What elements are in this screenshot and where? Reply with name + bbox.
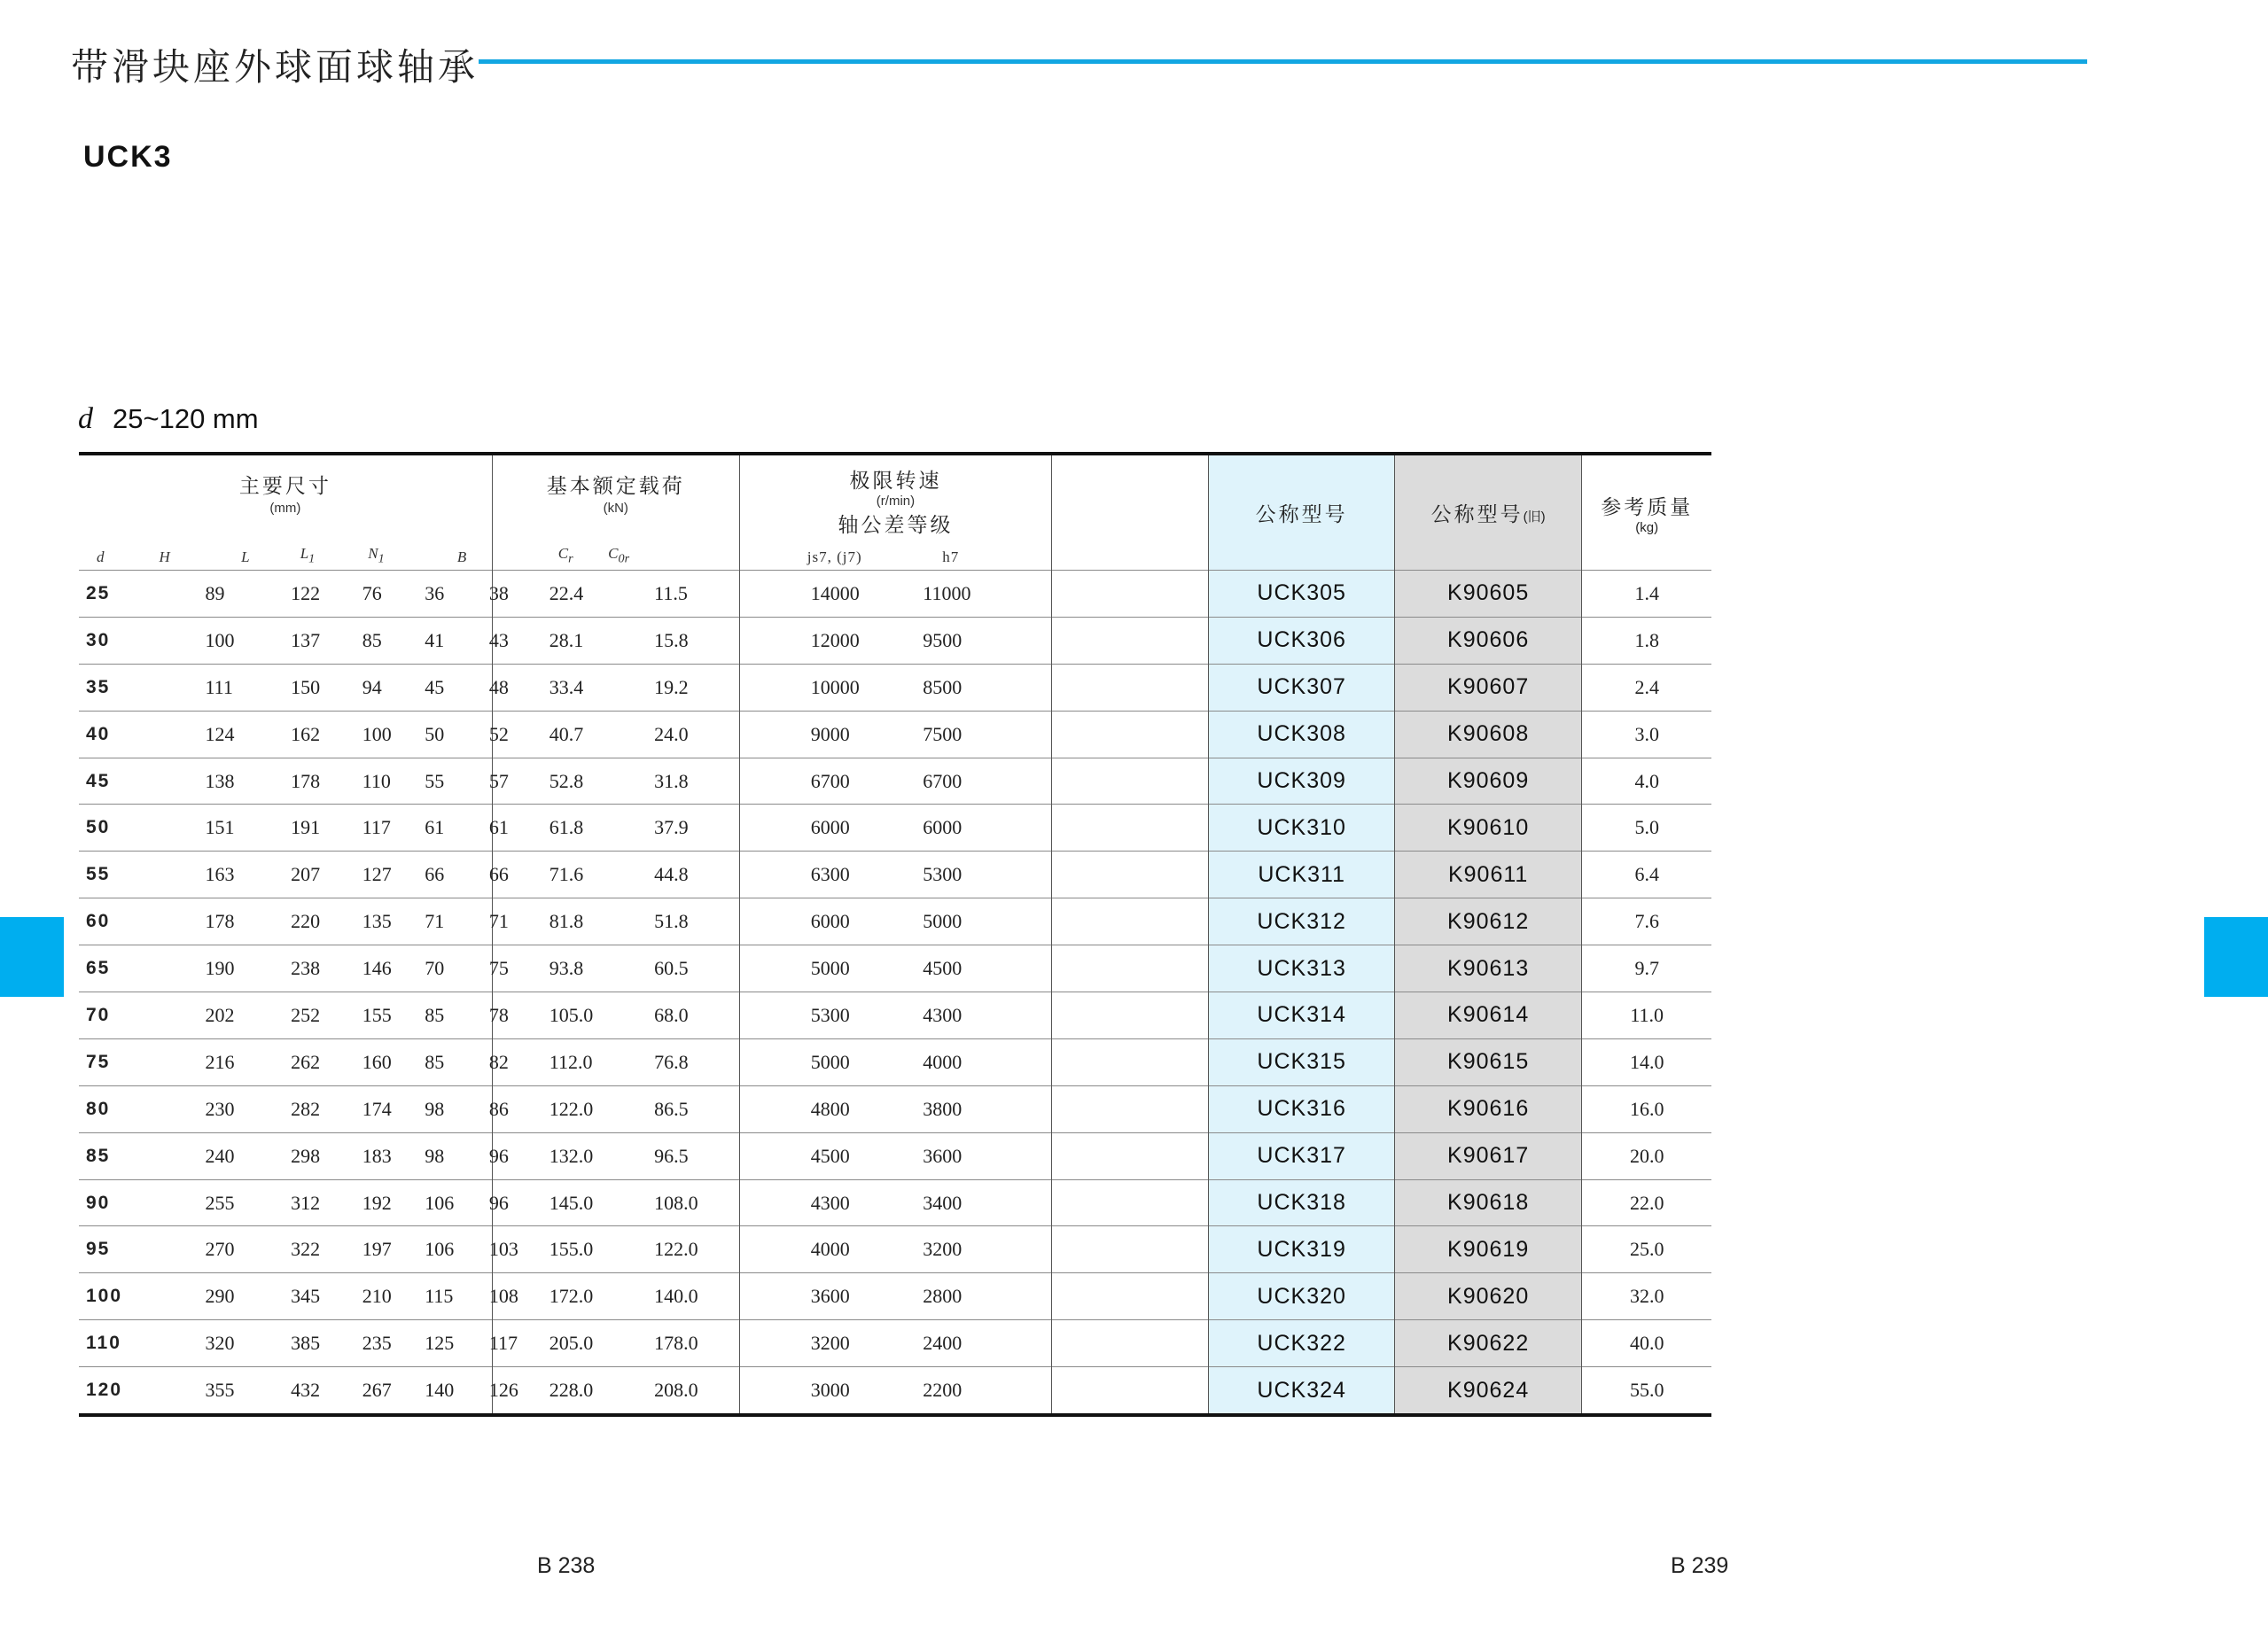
cell-model-code: UCK306 [1209, 617, 1394, 664]
cell-speed-2: 3400 [869, 1179, 1051, 1226]
cell-B: 38 [440, 571, 492, 618]
cell-B: 126 [440, 1367, 492, 1415]
cell-empty [1052, 571, 1209, 618]
cell-B: 96 [440, 1132, 492, 1179]
cell-speed-2: 5000 [869, 898, 1051, 945]
col-B: B [456, 548, 467, 565]
cell-mass: 1.4 [1582, 571, 1711, 618]
cell-speed-2: 6000 [869, 805, 1051, 852]
cell-Cr: 22.4 [492, 571, 603, 618]
cell-old-model-code: K90616 [1394, 1085, 1581, 1132]
cell-N1: 125 [362, 1320, 440, 1367]
cell-empty [1052, 1085, 1209, 1132]
cell-old-model-code: K90613 [1394, 945, 1581, 992]
cell-B: 52 [440, 711, 492, 758]
cell-L: 220 [223, 898, 295, 945]
cell-model-code: UCK319 [1209, 1226, 1394, 1273]
cell-N1: 36 [362, 571, 440, 618]
cell-old-model-code: K90615 [1394, 1038, 1581, 1085]
empty-column-header [1052, 454, 1209, 571]
cell-L: 207 [223, 852, 295, 898]
cell-L1: 183 [295, 1132, 363, 1179]
cell-empty [1052, 1273, 1209, 1320]
cell-L: 262 [223, 1038, 295, 1085]
cell-B: 71 [440, 898, 492, 945]
cell-L: 137 [223, 617, 295, 664]
table-row [79, 571, 1711, 618]
cell-model-code: UCK308 [1209, 711, 1394, 758]
cell-B: 103 [440, 1226, 492, 1273]
cell-speed-1: 12000 [739, 617, 869, 664]
cell-mass: 7.6 [1582, 898, 1711, 945]
cell-N1: 41 [362, 617, 440, 664]
cell-C0r: 11.5 [603, 571, 739, 618]
cell-old-model-code: K90622 [1394, 1320, 1581, 1367]
cell-model-code: UCK320 [1209, 1273, 1394, 1320]
cell-d: 70 [79, 992, 141, 1039]
cell-L1: 267 [295, 1367, 363, 1415]
cell-L1: 235 [295, 1320, 363, 1367]
cell-empty [1052, 711, 1209, 758]
cell-C0r: 15.8 [603, 617, 739, 664]
cell-L1: 197 [295, 1226, 363, 1273]
cell-Cr: 40.7 [492, 711, 603, 758]
cell-old-model-code: K90606 [1394, 617, 1581, 664]
cell-d: 75 [79, 1038, 141, 1085]
cell-model-code: UCK324 [1209, 1367, 1394, 1415]
cell-Cr: 93.8 [492, 945, 603, 992]
cell-N1: 106 [362, 1226, 440, 1273]
cell-B: 75 [440, 945, 492, 992]
cell-B: 61 [440, 805, 492, 852]
cell-L1: 100 [295, 711, 363, 758]
diameter-symbol: d [78, 402, 93, 435]
cell-old-model-code: K90612 [1394, 898, 1581, 945]
cell-L1: 174 [295, 1085, 363, 1132]
cell-C0r: 108.0 [603, 1179, 739, 1226]
cell-Cr: 122.0 [492, 1085, 603, 1132]
cell-old-model-code: K90614 [1394, 992, 1581, 1039]
cell-old-model-code: K90605 [1394, 571, 1581, 618]
cell-Cr: 205.0 [492, 1320, 603, 1367]
cell-C0r: 44.8 [603, 852, 739, 898]
cell-old-model-code: K90624 [1394, 1367, 1581, 1415]
cell-speed-1: 9000 [739, 711, 869, 758]
cell-speed-1: 3600 [739, 1273, 869, 1320]
table-row [79, 711, 1711, 758]
cell-speed-1: 5300 [739, 992, 869, 1039]
cell-B: 66 [440, 852, 492, 898]
cell-H: 355 [141, 1367, 223, 1415]
cell-Cr: 155.0 [492, 1226, 603, 1273]
table-row [79, 898, 1711, 945]
cell-speed-1: 6300 [739, 852, 869, 898]
cell-empty [1052, 1320, 1209, 1367]
table-row [79, 852, 1711, 898]
cell-empty [1052, 1367, 1209, 1415]
cell-empty [1052, 1132, 1209, 1179]
cell-speed-2: 3200 [869, 1226, 1051, 1273]
cell-B: 96 [440, 1179, 492, 1226]
speed-limit-header: 极限转速 (r/min) 轴公差等级 [739, 454, 1051, 538]
cell-N1: 98 [362, 1132, 440, 1179]
cell-model-code: UCK316 [1209, 1085, 1394, 1132]
cell-Cr: 81.8 [492, 898, 603, 945]
cell-L: 191 [223, 805, 295, 852]
cell-speed-2: 9500 [869, 617, 1051, 664]
cell-Cr: 145.0 [492, 1179, 603, 1226]
col-tol-js7: js7, (j7) [739, 538, 869, 571]
cell-Cr: 71.6 [492, 852, 603, 898]
cell-H: 270 [141, 1226, 223, 1273]
table-row [79, 1273, 1711, 1320]
cell-C0r: 140.0 [603, 1273, 739, 1320]
cell-d: 85 [79, 1132, 141, 1179]
table-row [79, 1179, 1711, 1226]
cell-speed-1: 3000 [739, 1367, 869, 1415]
cell-C0r: 37.9 [603, 805, 739, 852]
cell-B: 78 [440, 992, 492, 1039]
cell-d: 100 [79, 1273, 141, 1320]
cell-L1: 117 [295, 805, 363, 852]
cell-old-model-code: K90609 [1394, 758, 1581, 805]
cell-L: 252 [223, 992, 295, 1039]
cell-H: 178 [141, 898, 223, 945]
cell-mass: 22.0 [1582, 1179, 1711, 1226]
cell-C0r: 86.5 [603, 1085, 739, 1132]
cell-mass: 9.7 [1582, 945, 1711, 992]
cell-L: 282 [223, 1085, 295, 1132]
cell-d: 55 [79, 852, 141, 898]
cell-d: 60 [79, 898, 141, 945]
cell-L1: 210 [295, 1273, 363, 1320]
cell-L1: 135 [295, 898, 363, 945]
cell-speed-1: 6700 [739, 758, 869, 805]
cell-L1: 76 [295, 571, 363, 618]
cell-d: 40 [79, 711, 141, 758]
table-row [79, 805, 1711, 852]
cell-speed-1: 4800 [739, 1085, 869, 1132]
col-C0r: $C_{0r}$ [608, 544, 630, 565]
cell-H: 202 [141, 992, 223, 1039]
cell-speed-1: 4300 [739, 1179, 869, 1226]
cell-N1: 98 [362, 1085, 440, 1132]
cell-speed-1: 5000 [739, 1038, 869, 1085]
cell-empty [1052, 945, 1209, 992]
cell-speed-1: 4500 [739, 1132, 869, 1179]
cell-mass: 16.0 [1582, 1085, 1711, 1132]
page-title: 带滑块座外球面球轴承 [71, 46, 479, 88]
cell-speed-2: 11000 [869, 571, 1051, 618]
col-H: H [159, 548, 170, 565]
cell-Cr: 61.8 [492, 805, 603, 852]
cell-L1: 127 [295, 852, 363, 898]
mass-header: 参考质量 (kg) [1582, 454, 1711, 571]
cell-speed-1: 14000 [739, 571, 869, 618]
table-row [79, 1367, 1711, 1415]
table-row [79, 1132, 1711, 1179]
cell-speed-2: 2800 [869, 1273, 1051, 1320]
cell-B: 86 [440, 1085, 492, 1132]
cell-L: 312 [223, 1179, 295, 1226]
cell-model-code: UCK309 [1209, 758, 1394, 805]
cell-L1: 85 [295, 617, 363, 664]
cell-speed-1: 6000 [739, 898, 869, 945]
cell-model-code: UCK305 [1209, 571, 1394, 618]
cell-N1: 66 [362, 852, 440, 898]
cell-B: 117 [440, 1320, 492, 1367]
cell-mass: 3.0 [1582, 711, 1711, 758]
cell-empty [1052, 1226, 1209, 1273]
cell-mass: 32.0 [1582, 1273, 1711, 1320]
model-code-header: 公称型号 [1209, 454, 1394, 571]
col-N1: $N_1$ [368, 544, 385, 565]
cell-C0r: 19.2 [603, 664, 739, 711]
cell-H: 230 [141, 1085, 223, 1132]
cell-L: 150 [223, 664, 295, 711]
cell-H: 240 [141, 1132, 223, 1179]
cell-mass: 1.8 [1582, 617, 1711, 664]
cell-speed-2: 2400 [869, 1320, 1051, 1367]
col-Cr: $C_r$ [492, 538, 603, 571]
load-rating-header: 基本额定载荷 (kN) [492, 454, 739, 538]
cell-C0r: 31.8 [603, 758, 739, 805]
cell-N1: 85 [362, 992, 440, 1039]
cell-speed-1: 6000 [739, 805, 869, 852]
cell-Cr: 52.8 [492, 758, 603, 805]
cell-L1: 192 [295, 1179, 363, 1226]
cell-model-code: UCK318 [1209, 1179, 1394, 1226]
cell-speed-2: 4000 [869, 1038, 1051, 1085]
cell-model-code: UCK307 [1209, 664, 1394, 711]
cell-L: 122 [223, 571, 295, 618]
cell-d: 50 [79, 805, 141, 852]
cell-empty [1052, 1038, 1209, 1085]
table-row [79, 617, 1711, 664]
cell-L1: 146 [295, 945, 363, 992]
cell-d: 30 [79, 617, 141, 664]
cell-C0r: 68.0 [603, 992, 739, 1039]
table-row [79, 664, 1711, 711]
col-L1: $L_1$ [300, 544, 316, 565]
cell-mass: 14.0 [1582, 1038, 1711, 1085]
left-side-tab [0, 917, 64, 997]
cell-mass: 4.0 [1582, 758, 1711, 805]
cell-model-code: UCK322 [1209, 1320, 1394, 1367]
cell-L: 322 [223, 1226, 295, 1273]
cell-speed-1: 5000 [739, 945, 869, 992]
cell-speed-2: 3800 [869, 1085, 1051, 1132]
diameter-range-value: 25~120 mm [113, 403, 259, 434]
left-page-number: B 238 [537, 1553, 596, 1578]
cell-H: 89 [141, 571, 223, 618]
cell-C0r: 76.8 [603, 1038, 739, 1085]
cell-H: 320 [141, 1320, 223, 1367]
cell-empty [1052, 805, 1209, 852]
cell-Cr: 105.0 [492, 992, 603, 1039]
col-L: L [241, 548, 250, 565]
cell-d: 80 [79, 1085, 141, 1132]
cell-mass: 40.0 [1582, 1320, 1711, 1367]
cell-old-model-code: K90611 [1394, 852, 1581, 898]
cell-empty [1052, 758, 1209, 805]
cell-L: 162 [223, 711, 295, 758]
cell-N1: 55 [362, 758, 440, 805]
cell-L: 385 [223, 1320, 295, 1367]
cell-N1: 45 [362, 664, 440, 711]
cell-N1: 106 [362, 1179, 440, 1226]
cell-model-code: UCK312 [1209, 898, 1394, 945]
cell-mass: 5.0 [1582, 805, 1711, 852]
cell-Cr: 228.0 [492, 1367, 603, 1415]
cell-H: 163 [141, 852, 223, 898]
cell-Cr: 132.0 [492, 1132, 603, 1179]
cell-d: 90 [79, 1179, 141, 1226]
cell-mass: 11.0 [1582, 992, 1711, 1039]
cell-speed-2: 8500 [869, 664, 1051, 711]
table-row [79, 945, 1711, 992]
cell-speed-2: 3600 [869, 1132, 1051, 1179]
cell-empty [1052, 992, 1209, 1039]
cell-Cr: 172.0 [492, 1273, 603, 1320]
cell-d: 110 [79, 1320, 141, 1367]
cell-C0r: 208.0 [603, 1367, 739, 1415]
cell-N1: 85 [362, 1038, 440, 1085]
cell-d: 35 [79, 664, 141, 711]
cell-B: 57 [440, 758, 492, 805]
cell-model-code: UCK311 [1209, 852, 1394, 898]
cell-N1: 140 [362, 1367, 440, 1415]
table-row [79, 1038, 1711, 1085]
cell-d: 120 [79, 1367, 141, 1415]
cell-H: 216 [141, 1038, 223, 1085]
cell-H: 138 [141, 758, 223, 805]
cell-H: 124 [141, 711, 223, 758]
cell-old-model-code: K90620 [1394, 1273, 1581, 1320]
cell-L: 345 [223, 1273, 295, 1320]
cell-speed-2: 7500 [869, 711, 1051, 758]
cell-old-model-code: K90607 [1394, 664, 1581, 711]
cell-old-model-code: K90610 [1394, 805, 1581, 852]
col-tol-h7: h7 [942, 548, 960, 565]
cell-mass: 6.4 [1582, 852, 1711, 898]
cell-model-code: UCK315 [1209, 1038, 1394, 1085]
cell-L: 178 [223, 758, 295, 805]
table-row [79, 992, 1711, 1039]
cell-L: 238 [223, 945, 295, 992]
cell-N1: 70 [362, 945, 440, 992]
cell-L: 432 [223, 1367, 295, 1415]
cell-H: 290 [141, 1273, 223, 1320]
cell-model-code: UCK314 [1209, 992, 1394, 1039]
series-title: UCK3 [83, 140, 173, 174]
cell-model-code: UCK313 [1209, 945, 1394, 992]
cell-speed-1: 4000 [739, 1226, 869, 1273]
cell-speed-2: 4500 [869, 945, 1051, 992]
bearing-spec-table [79, 452, 1711, 1417]
cell-H: 151 [141, 805, 223, 852]
cell-C0r: 60.5 [603, 945, 739, 992]
cell-N1: 61 [362, 805, 440, 852]
cell-C0r: 24.0 [603, 711, 739, 758]
cell-H: 190 [141, 945, 223, 992]
diameter-range [78, 402, 259, 436]
cell-B: 108 [440, 1273, 492, 1320]
cell-empty [1052, 898, 1209, 945]
cell-Cr: 28.1 [492, 617, 603, 664]
cell-d: 25 [79, 571, 141, 618]
cell-B: 43 [440, 617, 492, 664]
table-row [79, 1226, 1711, 1273]
cell-speed-2: 4300 [869, 992, 1051, 1039]
old-model-code-header: 公称型号(旧) [1394, 454, 1581, 571]
cell-empty [1052, 664, 1209, 711]
cell-model-code: UCK317 [1209, 1132, 1394, 1179]
cell-L1: 110 [295, 758, 363, 805]
col-d: d [97, 548, 105, 565]
title-rule [479, 59, 2087, 64]
cell-speed-2: 2200 [869, 1367, 1051, 1415]
cell-old-model-code: K90608 [1394, 711, 1581, 758]
table-row [79, 1320, 1711, 1367]
cell-d: 65 [79, 945, 141, 992]
cell-speed-1: 3200 [739, 1320, 869, 1367]
cell-N1: 50 [362, 711, 440, 758]
cell-C0r: 51.8 [603, 898, 739, 945]
cell-C0r: 122.0 [603, 1226, 739, 1273]
cell-N1: 115 [362, 1273, 440, 1320]
cell-C0r: 96.5 [603, 1132, 739, 1179]
cell-model-code: UCK310 [1209, 805, 1394, 852]
cell-mass: 20.0 [1582, 1132, 1711, 1179]
cell-H: 111 [141, 664, 223, 711]
cell-empty [1052, 1179, 1209, 1226]
cell-d: 95 [79, 1226, 141, 1273]
cell-old-model-code: K90619 [1394, 1226, 1581, 1273]
cell-L1: 155 [295, 992, 363, 1039]
cell-empty [1052, 617, 1209, 664]
cell-H: 255 [141, 1179, 223, 1226]
cell-L: 298 [223, 1132, 295, 1179]
cell-B: 48 [440, 664, 492, 711]
table-row [79, 1085, 1711, 1132]
cell-H: 100 [141, 617, 223, 664]
cell-N1: 71 [362, 898, 440, 945]
cell-mass: 2.4 [1582, 664, 1711, 711]
right-side-tab [2204, 917, 2268, 997]
cell-mass: 55.0 [1582, 1367, 1711, 1415]
cell-d: 45 [79, 758, 141, 805]
cell-Cr: 33.4 [492, 664, 603, 711]
cell-C0r: 178.0 [603, 1320, 739, 1367]
cell-old-model-code: K90617 [1394, 1132, 1581, 1179]
dimensions-header: 主要尺寸 (mm) [79, 454, 492, 538]
cell-Cr: 112.0 [492, 1038, 603, 1085]
cell-mass: 25.0 [1582, 1226, 1711, 1273]
cell-B: 82 [440, 1038, 492, 1085]
cell-old-model-code: K90618 [1394, 1179, 1581, 1226]
cell-speed-1: 10000 [739, 664, 869, 711]
cell-L1: 160 [295, 1038, 363, 1085]
table-row [79, 758, 1711, 805]
cell-speed-2: 5300 [869, 852, 1051, 898]
cell-L1: 94 [295, 664, 363, 711]
cell-speed-2: 6700 [869, 758, 1051, 805]
right-page-number: B 239 [1671, 1553, 1729, 1578]
cell-empty [1052, 852, 1209, 898]
